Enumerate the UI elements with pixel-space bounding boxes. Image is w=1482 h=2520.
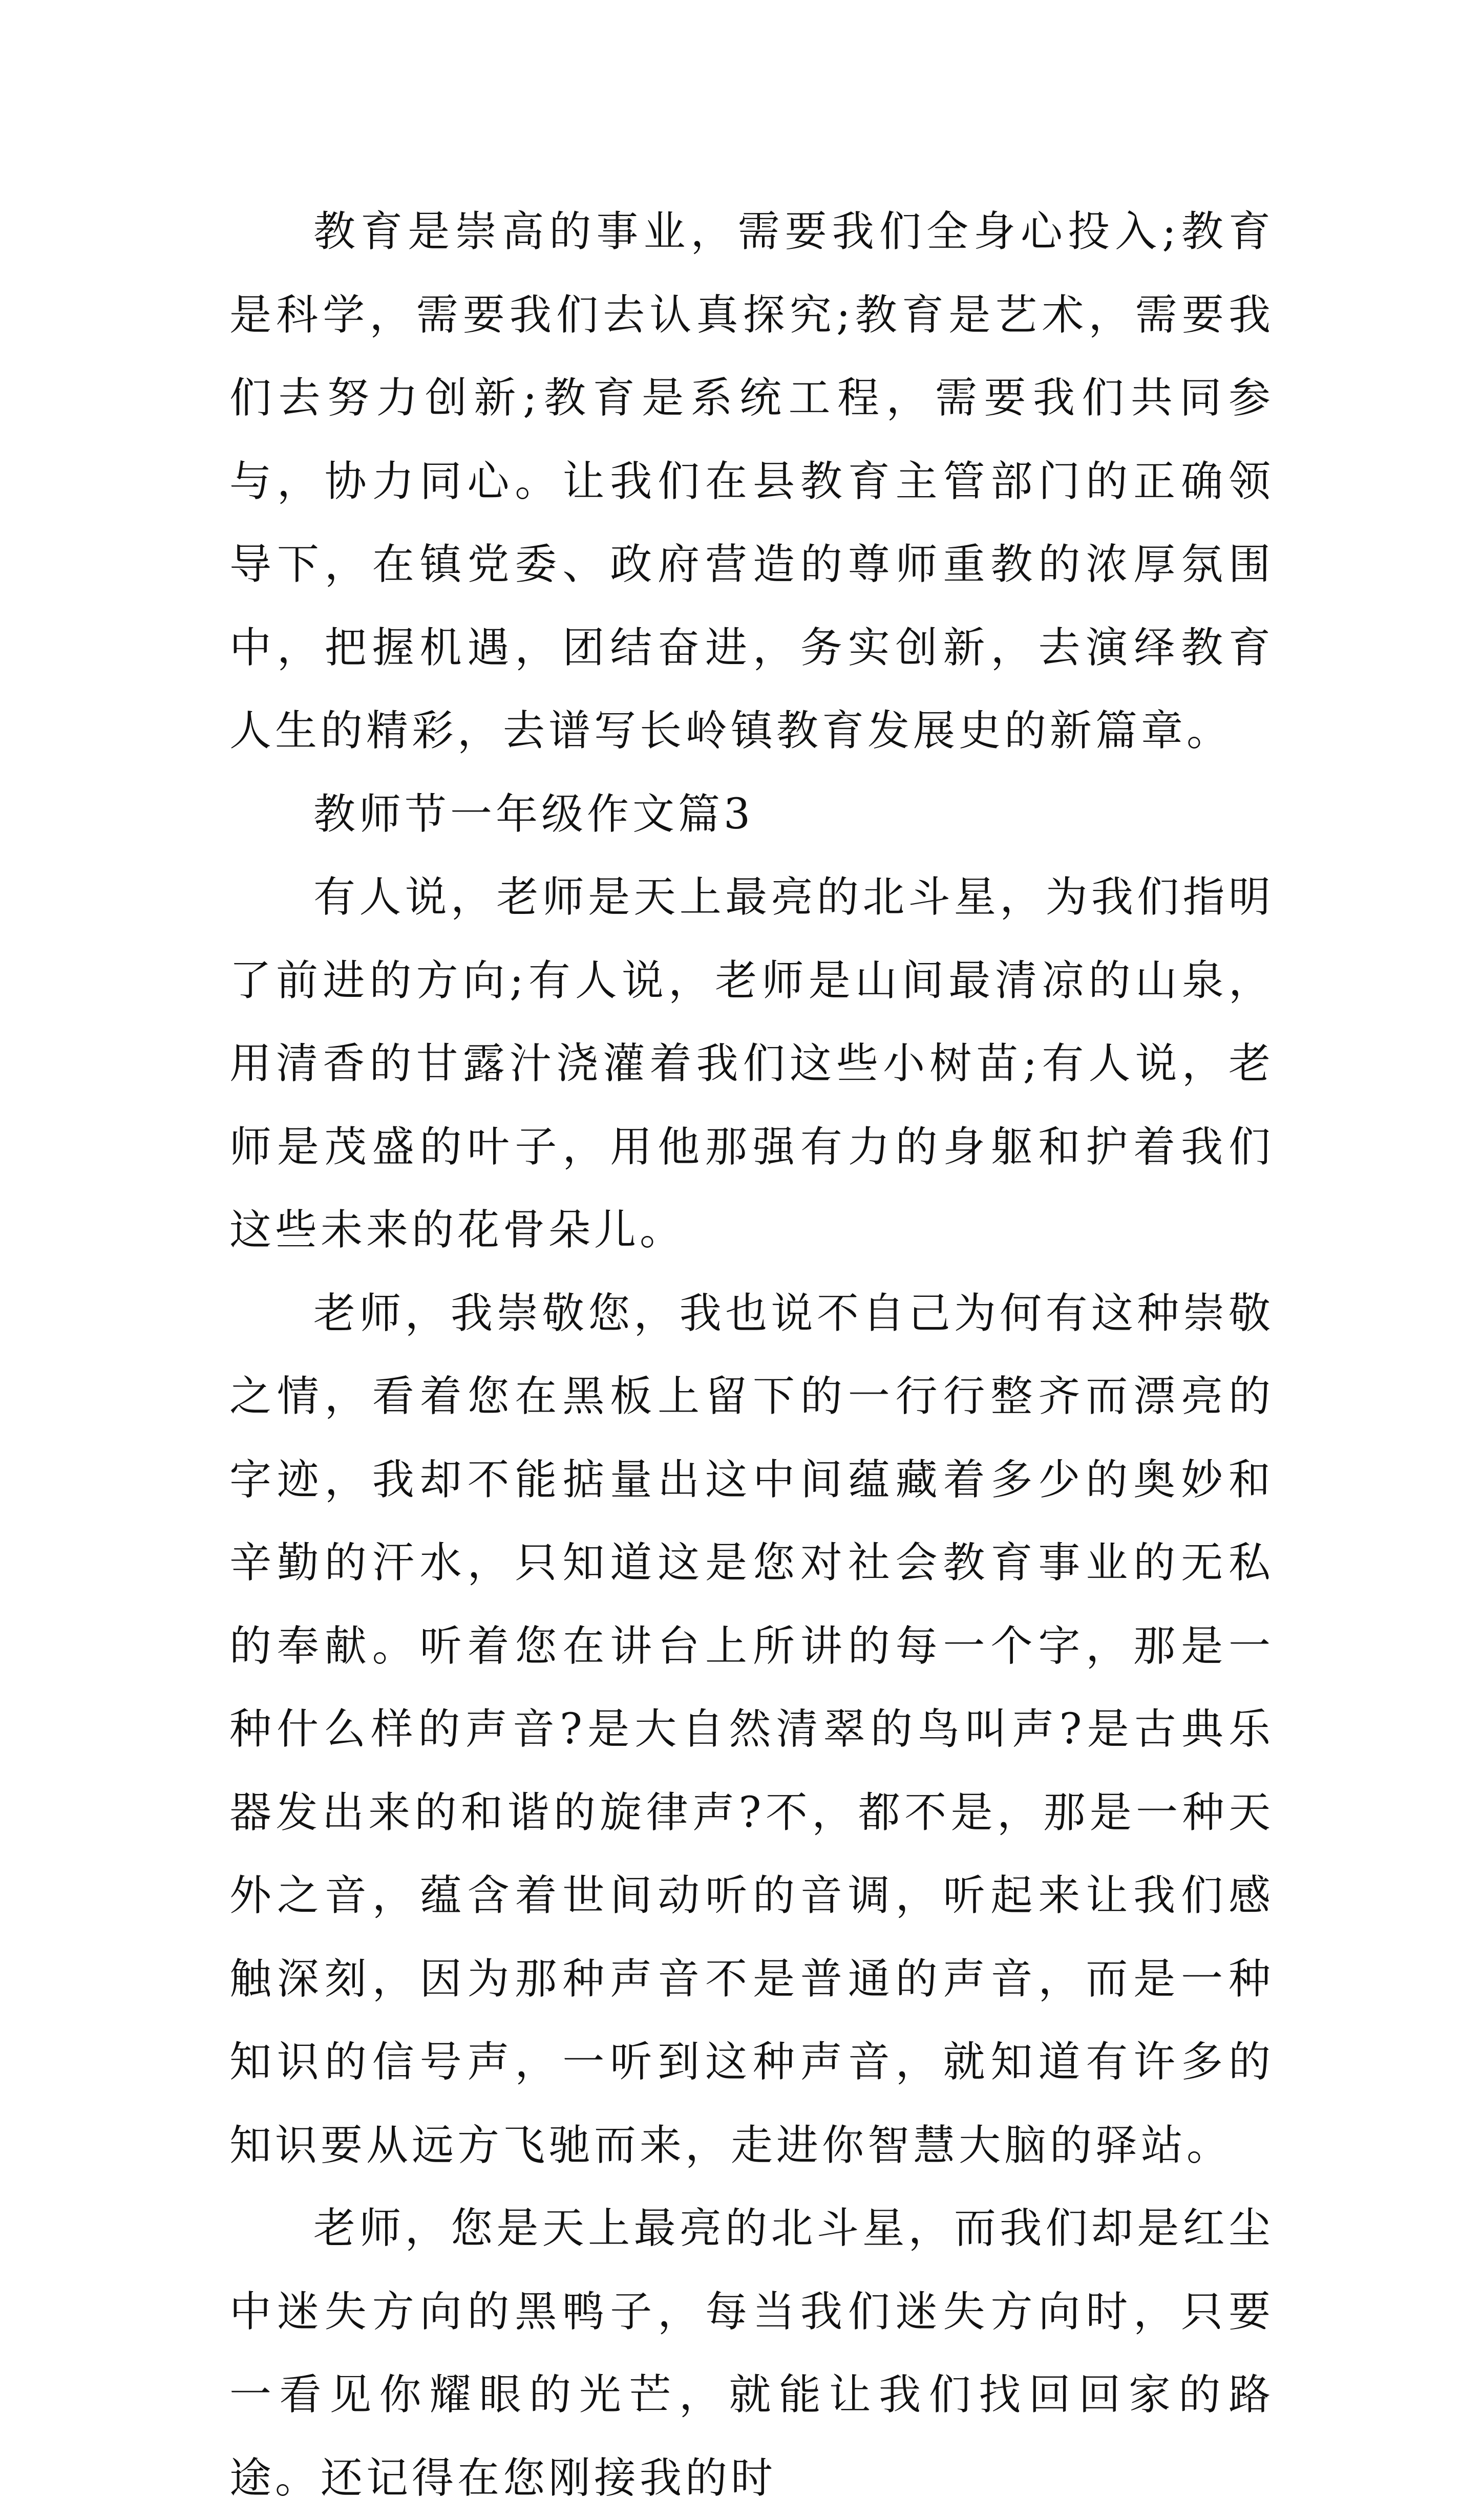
paragraph-education: 教育是崇高的事业，需要我们全身心投入;教育是科学，需要我们去认真探究;教育是艺术，需要我们去努力创新;教育是系统工程，需要我们共同参与，协力同心。让我们在县教育主管部门的正确领导下，在镇党委、政府营造的尊师重教的浓厚氛围中，把握机遇，团结奋进，务实创新，去演绎教育人生的精彩，去谱写长岭镇教育发展史的新篇章。	[229, 207, 1274, 755]
paragraph-north-star: 老师，您是天上最亮的北斗星，而我们却是红尘中迷失方向的黑鸭子，每当我们迷失方向时，只要一看见你耀眼的光芒，就能让我们找回回家的路途。还记得在您刚接我的时	[229, 2204, 1274, 2503]
paragraph-respect: 老师，我崇敬您，我也说不自己为何有这种崇敬之情，看着您在黑板上留下的一行行整齐而漂亮的字迹，我却不能掂量出这中间蕴藏着多少的奥妙和辛勤的汗水，只知道这是您对社会教育事业的无私的奉献。听着您在讲台上所讲的每一个字，那是一种什么样的声音?是大自然清翠的鸟叫声?是古典乐器发出来的和谐的旋律声?不，都不是，那是一种天外之音，蕴含着世间动听的音调，听起来让我们感触深刻，因为那种声音不是普通的声音，而是一种知识的信号声，一听到这种声音，就知道有许多的知识要从远方飞驰而来，走进你智慧大脑的驿站。	[229, 1289, 1274, 2170]
document-body	[229, 190, 1274, 2520]
section-heading: 教师节一年级作文篇3	[313, 789, 754, 839]
paragraph-teacher-metaphors: 有人说，老师是天上最亮的北斗星，为我们指明了前进的方向;有人说，老师是山间最清凉的山泉，用清香的甘露汁浇灌着我们这些小树苗;有人说，老师是茂盛的叶子，用他那强有力的身躯和护着我们这些未来的花骨朵儿。	[229, 873, 1274, 1254]
